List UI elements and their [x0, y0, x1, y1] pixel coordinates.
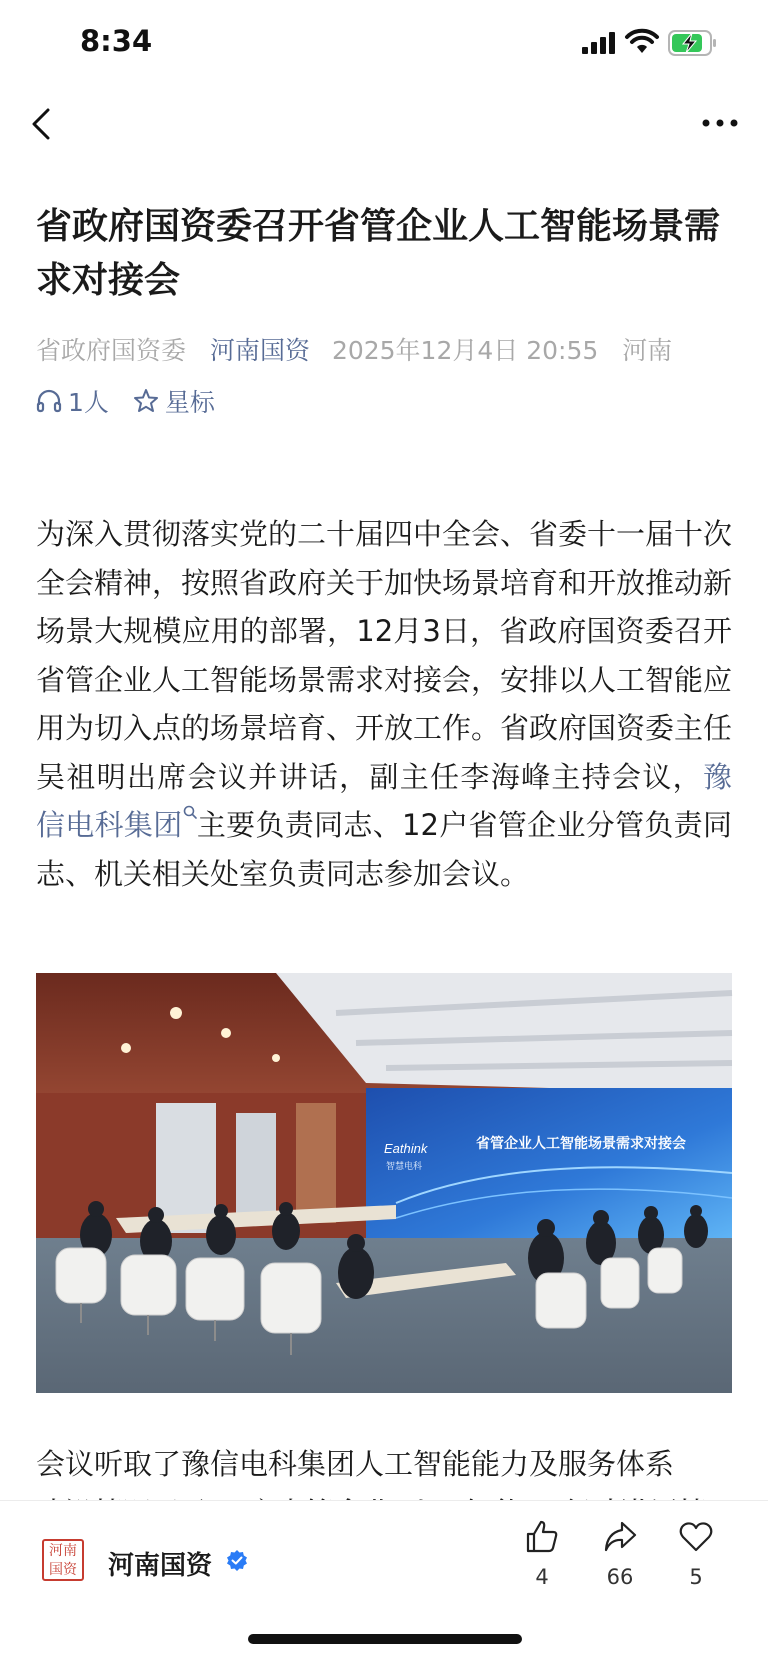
screen-logo-cn: 智慧电科 [386, 1162, 423, 1172]
paragraph-text-end: 主要负责同志、12户省管企业分管负责同志、机关相关处室负责同志参加会议。 [36, 808, 732, 891]
account-name[interactable]: 河南国资 [108, 1551, 213, 1581]
account-logo[interactable] [42, 1539, 84, 1581]
logo-char: 南 [63, 1542, 77, 1559]
article-paragraph [36, 510, 732, 898]
cellular-signal-icon [582, 32, 616, 54]
article-title: 省政府国资委召开省管企业人工智能场景需求对接会 [36, 206, 721, 301]
home-indicator[interactable] [248, 1634, 522, 1644]
share-count: 66 [606, 1565, 634, 1589]
status-icons [582, 30, 718, 56]
meeting-room-image [36, 973, 732, 1393]
search-icon[interactable] [183, 805, 197, 821]
status-time: 8:34 [80, 24, 153, 58]
article-photo[interactable] [36, 973, 732, 1393]
status-bar [0, 0, 768, 88]
article-source: 省政府国资委 [36, 336, 187, 365]
heart-icon [678, 1519, 714, 1555]
paragraph-text: 为深入贯彻落实党的二十届四中全会、省委十一届十次全会精神，按照省政府关于加快场景培育和开放推动新场景大规模应用的部署，12月3日，省政府国资委召开省管企业人工智能场景需求对接会，安排以人工智能应用为切入点的场景培育、开放工作。省政府国资委主任吴祖明出席会议并讲话，副主任李海峰主持会议， [36, 517, 733, 794]
publish-date: 2025年12月4日 20:55 [331, 336, 599, 365]
chevron-left-icon [24, 102, 64, 146]
more-horizontal-icon [698, 108, 742, 138]
logo-char: 河 [49, 1542, 63, 1559]
article-meta [36, 331, 756, 367]
listen-button[interactable] [36, 383, 109, 419]
paragraph-2-line-1: 会议听取了豫信电科集团人工智能能力及服务体系 [36, 1447, 675, 1481]
favorite-button[interactable] [666, 1519, 726, 1589]
star-icon [133, 388, 159, 414]
screen-title: 省管企业人工智能场景需求对接会 [476, 1136, 686, 1152]
star-button[interactable] [133, 383, 215, 419]
verified-badge-icon [226, 1549, 248, 1571]
wifi-icon [626, 31, 658, 55]
logo-char: 国 [49, 1561, 63, 1578]
back-button[interactable] [24, 102, 64, 146]
publish-region: 河南 [622, 336, 673, 365]
share-button[interactable] [590, 1519, 650, 1589]
nav-bar [0, 88, 768, 158]
battery-charging-icon [668, 30, 718, 56]
article-paragraph-2 [36, 1440, 732, 1498]
logo-char: 资 [63, 1561, 77, 1578]
listener-count: 1人 [68, 388, 109, 417]
favorite-count: 5 [689, 1565, 703, 1589]
company-link[interactable]: 豫信电科集团 [36, 759, 732, 842]
star-label: 星标 [164, 388, 215, 417]
thumbs-up-icon [524, 1519, 560, 1555]
share-icon [602, 1519, 638, 1555]
more-button[interactable] [698, 108, 742, 138]
like-count: 4 [535, 1565, 549, 1589]
screen-logo: Eathink [384, 1141, 428, 1156]
article-actions [36, 383, 239, 419]
account-link[interactable]: 河南国资 [209, 336, 310, 365]
like-button[interactable] [512, 1519, 572, 1589]
headphones-icon [36, 388, 62, 414]
